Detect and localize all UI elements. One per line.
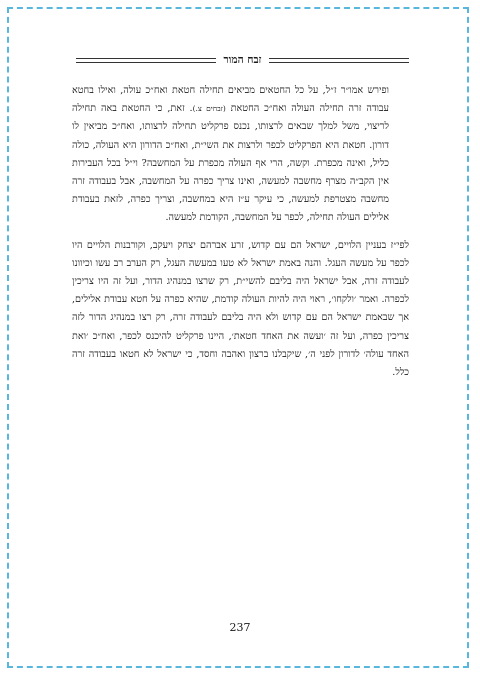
paragraph-spacer bbox=[72, 228, 409, 237]
book-title: זבח המור bbox=[223, 54, 262, 66]
running-header bbox=[76, 53, 409, 67]
page-number: 237 bbox=[229, 621, 251, 634]
header-rule-right bbox=[269, 58, 409, 63]
header-rule-left bbox=[76, 58, 216, 63]
paragraph-1-text-b: . זאת, כי החטאת באה תחילה לריצוי, משל למלך שבאים לרצותו, נכנס פרקליט תחילה לרצותו, ואח״כ מביאין לו דורון. חטאת היא הפרקליט לכפר ולרצות את השי״ת, ואח״כ הדורון היא העולה, כולה כליל, ואינה מכפרת. וקשה, הרי אף העולה מכפרת על המחשבה? וי״ל בכל העבירות אין הקב״ה מצרף מחשבה למעשה, ואינו צריך כפרה על המחשבה, אבל בעבודה זרה מחשבה מצטרפת למעשה, כי עיקר ע״ז היא במחשבה, וצריך כפרה, לזאת בעבודת אלילים העולה תחילה, לכפר על המחשבה, הקודמת למעשה. bbox=[72, 103, 389, 224]
paragraph-1-text-a: ופירש אמו״ר ז״ל, על כל החטאים מביאים תחילה חטאת ואח״כ עולה, ואילו בחטא עבודה זרה תחילה העולה ואח״כ החטאת bbox=[72, 85, 389, 115]
paragraph-2: לפי״ז בעניין הלויים, ישראל הם עם קדוש, זרע אברהם יצחק ויעקב, וקורבנות הלויים היו לכפר על מעשה העגל. והנה באמת ישראל לא טעו במעשה העגל, רק הערב רב עשו וכיוונו לעבודה זרה, אבל ישראל היה בליבם להשי״ת, רק שרצו במנהיג הדור, ועל זה היו צריכין לכפרה. ואמר ׳ולקחו׳, ראוי היה להיות העולה קודמת, שהיא כפרה על חטא עבודת אלילים, אך שבאמת ישראל הם עם קדוש ולא היה בליבם לעבודה זרה, רק רצו במנהיג הדור לזה צריכין כפרה, ועל זה ׳ועשה את האחד חטאת׳, היינו פרקליט להיכנס לכפר, ואח״כ ׳ואת האחד עולה׳ לדורון לפני ה׳, שיקבלנו ברצון ואהבה וחסד, כי ישראל לא חטאו בעבודה זרה כלל. bbox=[72, 239, 409, 379]
paragraph-1 bbox=[72, 82, 409, 228]
talmud-reference: (זבחים צ.) bbox=[192, 104, 226, 114]
body-text bbox=[72, 82, 409, 382]
